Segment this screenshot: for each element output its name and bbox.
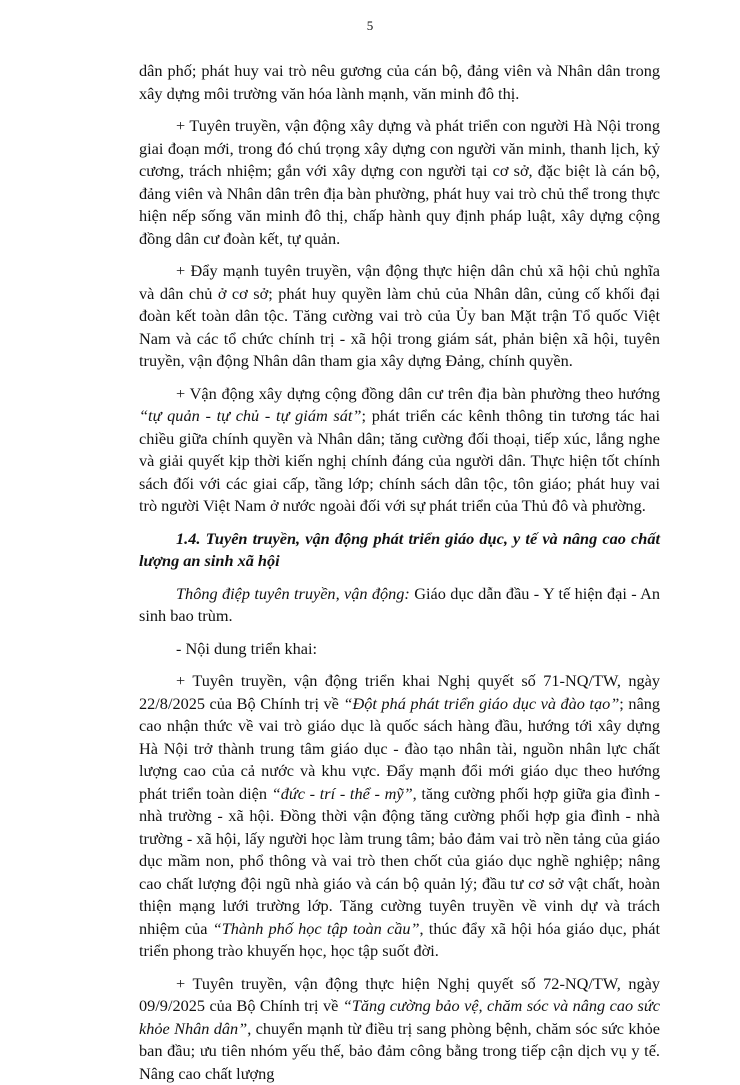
paragraph-democracy: + Đẩy mạnh tuyên truyền, vận động thực hiện dân chủ xã hội chủ nghĩa và dân chủ ở cơ sở; phát huy quyền làm chủ của Nhân dân, củng cố khối đại đoàn kết toàn dân tộc. Tăng cường vai trò của Ủy ban Mặt trận Tổ quốc Việt Nam và các tổ chức chính trị - xã hội trong giám sát, phản biện xã hội, tuyên truyền, vận động Nhân dân tham gia xây dựng Đảng, chính quyền. [139,260,660,373]
text-run: , chuyển mạnh từ điều trị sang phòng bệnh, chăm sóc sức khỏe ban đầu; ưu tiên nhóm yếu thế, bảo đảm công bằng trong tiếp cận dịch vụ y tế. Nâng cao chất lượng [139,1019,660,1083]
message-label: Thông điệp tuyên truyền, vận động: [176,584,410,603]
message-text: Giáo dục dẫn đầu - Y tế hiện đại - An sinh bao trùm. [139,584,660,626]
paragraph-health [139,973,660,1085]
paragraph-community [139,383,660,518]
text-run: + Tuyên truyền, vận động triển khai Nghị quyết số 71-NQ/TW, ngày 22/8/2025 của Bộ Chính trị về [139,671,660,713]
paragraph-message [139,583,660,628]
italic-quote: “đức - trí - thể - mỹ” [272,784,413,803]
italic-quote: “tự quản - tự chủ - tự giám sát” [139,406,362,425]
italic-quote: “Thành phố học tập toàn cầu” [213,919,420,938]
text-run: ; nâng cao nhận thức về vai trò giáo dục là quốc sách hàng đầu, hướng tới xây dựng Hà Nội trở thành trung tâm giáo dục - đào tạo nhân tài, nguồn nhân lực chất lượng cao của cả nước và khu vực. Đẩy mạnh đổi mới giáo dục theo hướng phát triển toàn diện [139,694,660,803]
text-run: , thúc đẩy xã hội hóa giáo dục, phát triển phong trào khuyến học, học tập suốt đời. [139,919,660,961]
page-number: 5 [80,18,660,34]
paragraph-continuation: dân phố; phát huy vai trò nêu gương của cán bộ, đảng viên và Nhân dân trong xây dựng môi trường văn hóa lành mạnh, văn minh đô thị. [139,60,660,105]
section-heading: 1.4. Tuyên truyền, vận động phát triển giáo dục, y tế và nâng cao chất lượng an sinh xã hội [139,528,660,573]
paragraph-education [139,670,660,963]
text-run: + Tuyên truyền, vận động thực hiện Nghị quyết số 72-NQ/TW, ngày 09/9/2025 của Bộ Chính trị về [139,974,660,1016]
italic-quote: “Đột phá phát triển giáo dục và đào tạo” [343,694,619,713]
italic-quote: “Tăng cường bảo vệ, chăm sóc và nâng cao sức khỏe Nhân dân” [139,996,660,1038]
text-run: + Vận động xây dựng cộng đồng dân cư trên địa bàn phường theo hướng [176,384,660,403]
text-run: ; phát triển các kênh thông tin tương tác hai chiều giữa chính quyền và Nhân dân; tăng cường đối thoại, tiếp xúc, lắng nghe và giải quyết kịp thời kiến nghị chính đáng của người dân. Thực hiện tốt chính sách đối với các giai cấp, tầng lớp; chính sách dân tộc, tôn giáo; phát huy vai trò người Việt Nam ở nước ngoài đối với sự phát triển của Thủ đô và phường. [139,406,660,515]
text-run: , tăng cường phối hợp giữa gia đình - nhà trường - xã hội. Đồng thời vận động tăng cường phối hợp gia đình - nhà trường - xã hội, lấy người học làm trung tâm; bảo đảm vai trò nền tảng của giáo dục mầm non, phổ thông và vai trò then chốt của giáo dục nghề nghiệp; nâng cao chất lượng đội ngũ nhà giáo và cán bộ quản lý; đầu tư cơ sở vật chất, hoàn thiện mạng lưới trường lớp. Tăng cường tuyên truyền về vinh dự và trách nhiệm của [139,784,660,938]
paragraph-hanoi-people: + Tuyên truyền, vận động xây dựng và phát triển con người Hà Nội trong giai đoạn mới, trong đó chú trọng xây dựng con người văn minh, thanh lịch, kỷ cương, trách nhiệm; gắn với xây dựng con người tại cơ sở, đặc biệt là cán bộ, đảng viên và Nhân dân trên địa bàn phường, phát huy vai trò chủ thể trong thực hiện nếp sống văn minh đô thị, chấp hành quy định pháp luật, xây dựng cộng đồng dân cư đoàn kết, tự quản. [139,115,660,250]
content-label: - Nội dung triển khai: [139,638,660,661]
